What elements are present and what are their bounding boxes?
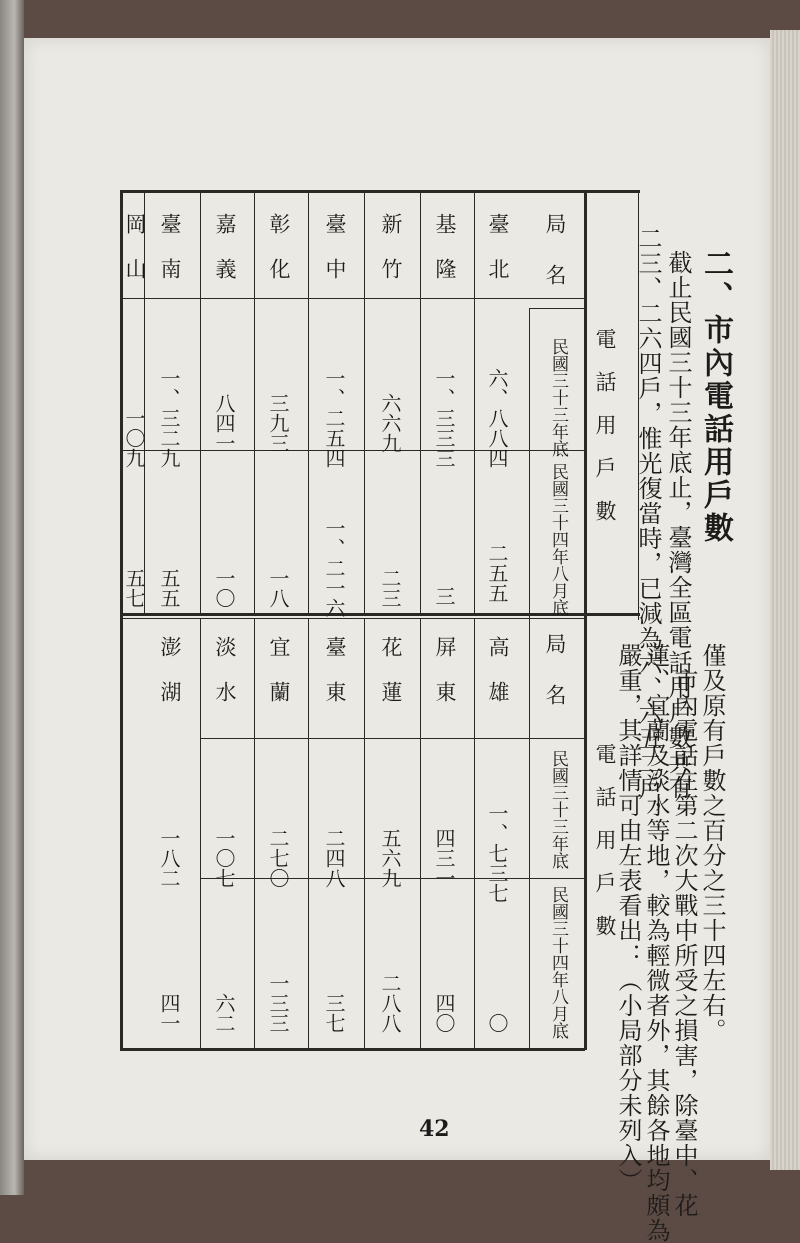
page-stack-edge: [770, 30, 800, 1170]
office-taichung: 臺中: [323, 213, 347, 303]
value-1945: 二八八: [378, 973, 402, 1033]
value-1945: 三: [432, 586, 456, 606]
header-office-lower: 局名: [543, 633, 567, 735]
value-1944: 一、二五四: [322, 368, 346, 468]
value-1945: 五七: [122, 568, 146, 608]
header-subscribers-lower: 電話用戶數: [593, 743, 617, 958]
paragraph-2-line-1: 僅及原有戶數之百分之三十四左右。: [698, 643, 726, 1043]
value-1945: 四一: [157, 993, 181, 1033]
office-taitung: 臺東: [323, 636, 347, 726]
value-1944: 一、七三七: [485, 803, 509, 903]
value-1945: 一三三: [266, 973, 290, 1033]
value-1944: 二四八: [322, 828, 346, 888]
value-1945: 四〇: [432, 993, 456, 1033]
office-penghu: 澎湖: [158, 636, 182, 726]
office-keelung: 基隆: [433, 213, 457, 303]
value-1944: 四三一: [432, 828, 456, 888]
header-1945: 民國三十四年八月底: [548, 463, 568, 616]
value-1945: 五五: [157, 568, 181, 608]
value-1944: 六、八八四: [485, 368, 509, 468]
header-subscribers: 電話用戶數: [593, 328, 617, 543]
office-taipei: 臺北: [486, 213, 510, 303]
value-1944: 一〇七: [212, 828, 236, 888]
value-1945: 一八: [266, 568, 290, 608]
header-1944-lower: 民國三十三年底: [548, 750, 568, 869]
header-1944: 民國三十三年底: [548, 338, 568, 457]
value-1944: 三九三: [266, 393, 290, 453]
value-1944: 一八二: [157, 828, 181, 888]
office-hsinchu: 新竹: [379, 213, 403, 303]
value-1945: 二五五: [485, 543, 509, 603]
office-chiayi: 嘉義: [213, 213, 237, 303]
office-kaohsiung: 高雄: [486, 636, 510, 726]
value-1945: 三七: [322, 993, 346, 1033]
value-1944: 一〇九: [122, 408, 146, 468]
paragraph-2-line-3: 蓮、宜蘭及淡水等地，較為輕微者外，其餘各地均頗為: [642, 643, 670, 1243]
paragraph-2-line-2: 市內電話在第二次大戰中所受之損害，除臺中、花: [670, 668, 698, 1218]
office-ilan: 宜蘭: [267, 636, 291, 726]
book-page: [24, 38, 770, 1243]
value-1944: 六六九: [378, 393, 402, 453]
value-1945: 〇: [485, 1013, 509, 1033]
value-1944: 一、三二九: [157, 368, 181, 468]
book-gutter: [0, 0, 24, 1195]
section-heading: 二、市內電話用戶數: [698, 248, 733, 545]
office-changhua: 彰化: [267, 213, 291, 303]
value-1945: 六二: [212, 993, 236, 1033]
value-1945: 一〇: [212, 568, 236, 608]
paragraph-1-line-1: 截止民國三十三年底止，臺灣全區電話用戶數共有: [664, 250, 692, 800]
value-1944: 五六九: [378, 828, 402, 888]
office-tamsui: 淡水: [213, 636, 237, 726]
paragraph-1-line-2: 二三、二六四戶，惟光復當時，已減為六、六五二戶，: [634, 226, 662, 826]
office-pingtung: 屏東: [433, 636, 457, 726]
office-tainan: 臺南: [158, 213, 182, 303]
office-kangshan: 岡山: [123, 213, 147, 303]
page-number: 42: [419, 1116, 450, 1142]
header-office: 局名: [543, 213, 567, 315]
value-1944: 二七〇: [266, 828, 290, 888]
paragraph-2-line-4: 嚴重，其詳情可由左表看出：（小局部分未列入）: [614, 643, 642, 1193]
value-1945: 二三: [378, 568, 402, 608]
office-hualien: 花蓮: [379, 636, 403, 726]
value-1944: 一、三三三: [432, 368, 456, 468]
header-1945-lower: 民國三十四年八月底: [548, 886, 568, 1039]
value-1944: 八四一: [212, 393, 236, 453]
value-1945: 一、二一六: [322, 518, 346, 618]
